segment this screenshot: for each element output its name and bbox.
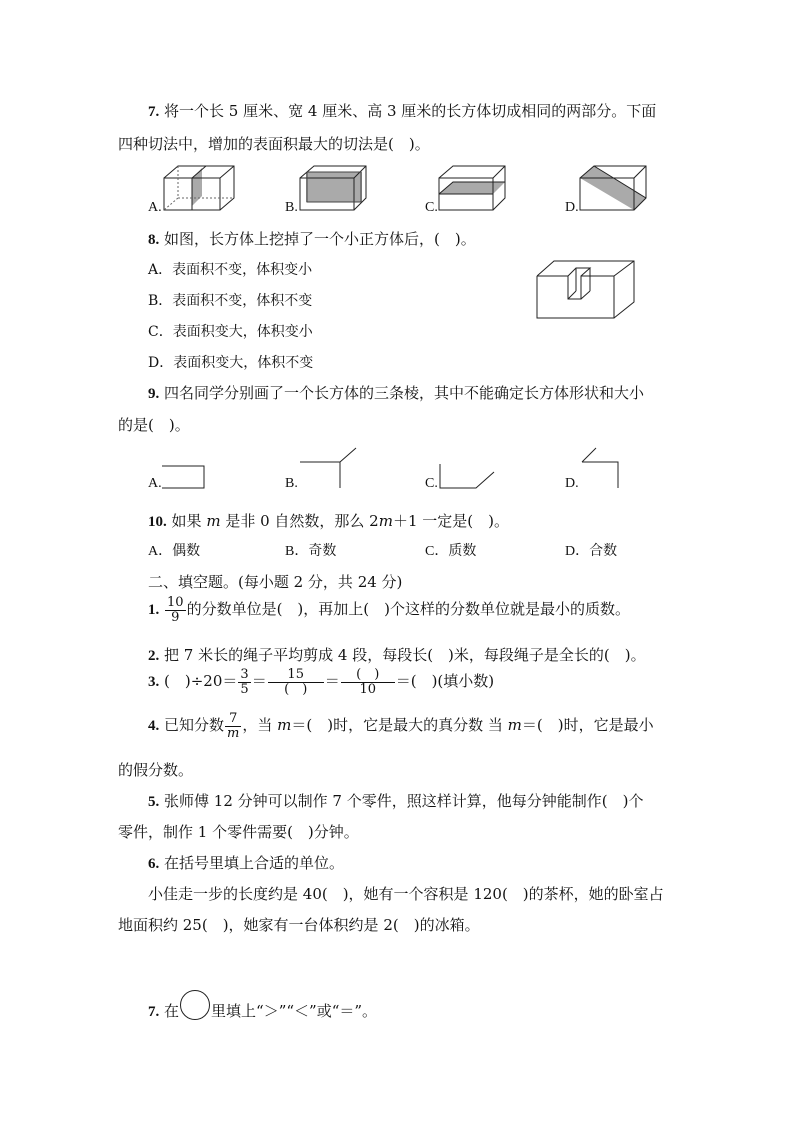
q8-option-c: C．表面积变大，体积变小 — [148, 324, 313, 340]
q7-figure-a — [160, 164, 240, 216]
q7-line2: 四种切法中，增加的表面积最大的切法是( )。 — [118, 135, 430, 153]
q9-option-b: B. — [285, 476, 298, 491]
q8-stem: 8. 如图，长方体上挖掉了一个小正方体后，( )。 — [148, 230, 476, 248]
q9-figure-b — [298, 444, 360, 492]
q7-option-d: D. — [565, 200, 579, 215]
f5-line2: 零件，制作 1 个零件需要( )分钟。 — [118, 823, 359, 841]
q9-figure-c — [436, 462, 498, 492]
q9-figure-d — [580, 444, 624, 492]
q7-figure-d — [578, 164, 650, 216]
q9-option-c: C. — [425, 476, 438, 491]
q7-figure-c — [437, 164, 509, 216]
f1-line: 1. $\frac{10}{9}$ 的分数单位是( )，再加上( )个这样的分数单位就是最小的质数。 — [148, 595, 630, 625]
q10-option-b: B．奇数 — [285, 544, 337, 559]
f3-line: 3. ( )÷20＝ $\frac{3}{5}$ ＝ $\frac{15}{( )}$ ＝ $\frac{( )}{10}$ ＝( )(填小数) — [148, 667, 495, 697]
q10-stem: 10. 如果 m 是非 0 自然数，那么 2m＋1 一定是( )。 — [148, 512, 509, 530]
q10-option-c: C．质数 — [425, 544, 477, 559]
f3-fraction-3: $\frac{( )}{10}$ — [341, 668, 395, 696]
q8-cuboid-figure — [534, 258, 640, 320]
f2-line: 2. 把 7 米长的绳子平均剪成 4 段，每段长( )米，每段绳子是全长的( )。 — [148, 646, 646, 664]
q8-option-b: B．表面积不变，体积不变 — [148, 293, 313, 309]
f6-line2: 地面积约 25( )，她家有一台体积约是 2( )的冰箱。 — [118, 916, 480, 934]
q9-figure-a — [160, 462, 210, 492]
q7-figure-b — [298, 164, 370, 216]
f6-title: 6. 在括号里填上合适的单位。 — [148, 854, 345, 872]
q9-option-a: A. — [148, 476, 162, 491]
f4-line1: 4. 已知分数 $\frac{7}{m}$ ，当 m＝( )时，它是最大的真分数 当 m＝( )时，它是最小 — [148, 711, 654, 741]
q9-line2: 的是( )。 — [118, 416, 190, 434]
f4-fraction: $\frac{7}{m}$ — [227, 711, 240, 741]
q7-option-c: C. — [425, 200, 438, 215]
q8-option-a: A．表面积不变，体积变小 — [148, 262, 313, 278]
q10-option-a: A．偶数 — [148, 544, 201, 559]
q7-option-a: A. — [148, 200, 162, 215]
f1-fraction: $\frac{10}{9}$ — [167, 595, 184, 625]
f4-line2: 的假分数。 — [118, 761, 194, 779]
q9-option-d: D. — [565, 476, 579, 491]
circle-blank[interactable] — [180, 990, 210, 1020]
q10-option-d: D．合数 — [565, 544, 618, 559]
section-heading: 二、填空题。(每小题 2 分，共 24 分) — [148, 573, 403, 591]
f5-line1: 5. 张师傅 12 分钟可以制作 7 个零件，照这样计算，他每分钟能制作( )个 — [148, 792, 644, 810]
q7-option-b: B. — [285, 200, 298, 215]
q9-line1: 9. 四名同学分别画了一个长方体的三条棱，其中不能确定长方体形状和大小 — [148, 384, 645, 402]
f3-fraction-1: $\frac{3}{5}$ — [240, 667, 249, 697]
q8-option-d: D．表面积变大，体积不变 — [148, 355, 314, 371]
q7-line1: 7. 将一个长 5 厘米、宽 4 厘米、高 3 厘米的长方体切成相同的两部分。下面 — [148, 102, 657, 120]
f7-line: 7. 在 里填上“＞”“＜”或“＝”。 — [148, 990, 377, 1021]
f3-fraction-2: $\frac{15}{( )}$ — [268, 668, 324, 696]
f6-line1: 小佳走一步的长度约是 40( )，她有一个容积是 120( )的茶杯，她的卧室占 — [148, 885, 664, 903]
